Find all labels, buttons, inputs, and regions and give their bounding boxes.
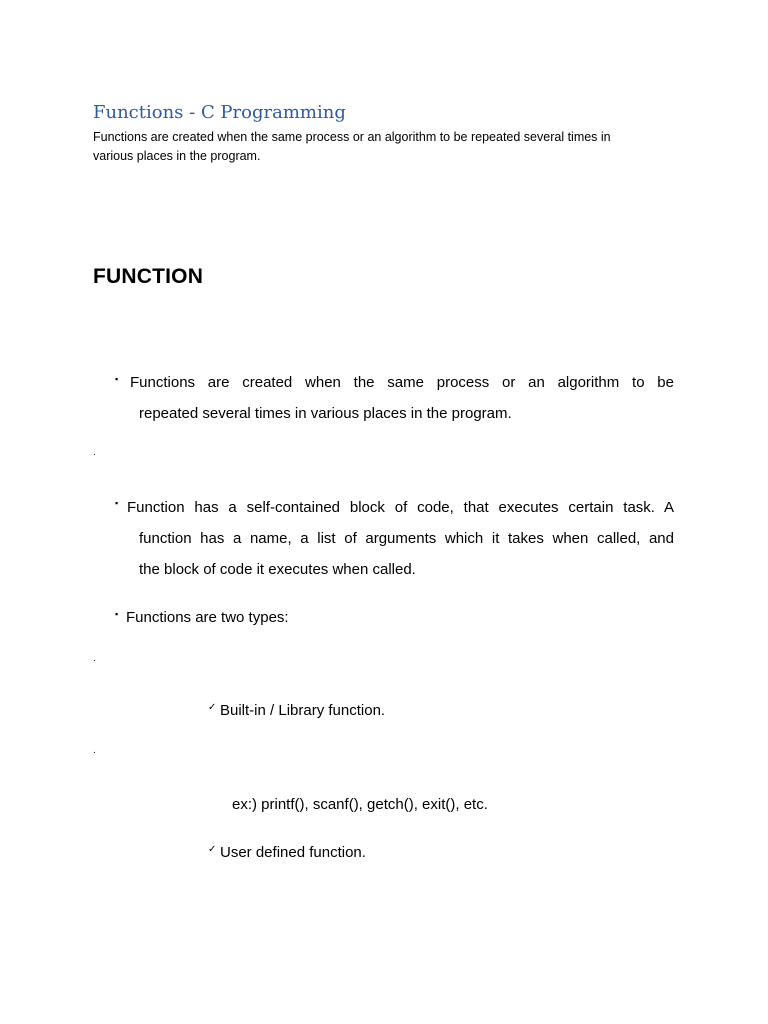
- bullet-line: Functions are two types:: [126, 609, 289, 626]
- separator-dot: .: [93, 653, 96, 664]
- document-title: Functions - C Programming: [93, 102, 346, 123]
- type-item-label: Built-in / Library function.: [220, 702, 386, 719]
- separator-dot: .: [93, 745, 96, 756]
- bullet-line: Functions are created when the same process or an algorithm to be: [130, 374, 674, 391]
- bullet-paragraph-continuation: [139, 523, 674, 585]
- bullet-paragraph-continuation: [139, 398, 512, 429]
- bullet-line: the block of code it executes when called.: [139, 561, 416, 578]
- square-bullet-icon: ▪: [115, 498, 119, 508]
- bullet-line: Function has a self-contained block of code, that executes certain task. A: [127, 499, 674, 516]
- square-bullet-icon: ▪: [115, 609, 119, 619]
- intro-line: various places in the program.: [93, 149, 261, 163]
- type-item-label: User defined function.: [220, 844, 366, 861]
- bullet-paragraph: [126, 602, 289, 633]
- checkmark-icon: ✓: [208, 844, 217, 855]
- checkmark-icon: ✓: [208, 702, 217, 713]
- bullet-line: function has a name, a list of arguments which it takes when called, and: [139, 530, 674, 547]
- bullet-paragraph: [130, 367, 674, 398]
- separator-dot: .: [93, 447, 96, 458]
- intro-line: Functions are created when the same process or an algorithm to be repeated several times in: [93, 130, 611, 144]
- bullet-paragraph: [127, 492, 674, 523]
- example-text: ex:) printf(), scanf(), getch(), exit(), etc.: [232, 796, 488, 813]
- section-heading: FUNCTION: [93, 265, 204, 288]
- square-bullet-icon: ▪: [115, 374, 119, 384]
- bullet-line: repeated several times in various places in the program.: [139, 405, 512, 422]
- intro-paragraph: [93, 128, 653, 166]
